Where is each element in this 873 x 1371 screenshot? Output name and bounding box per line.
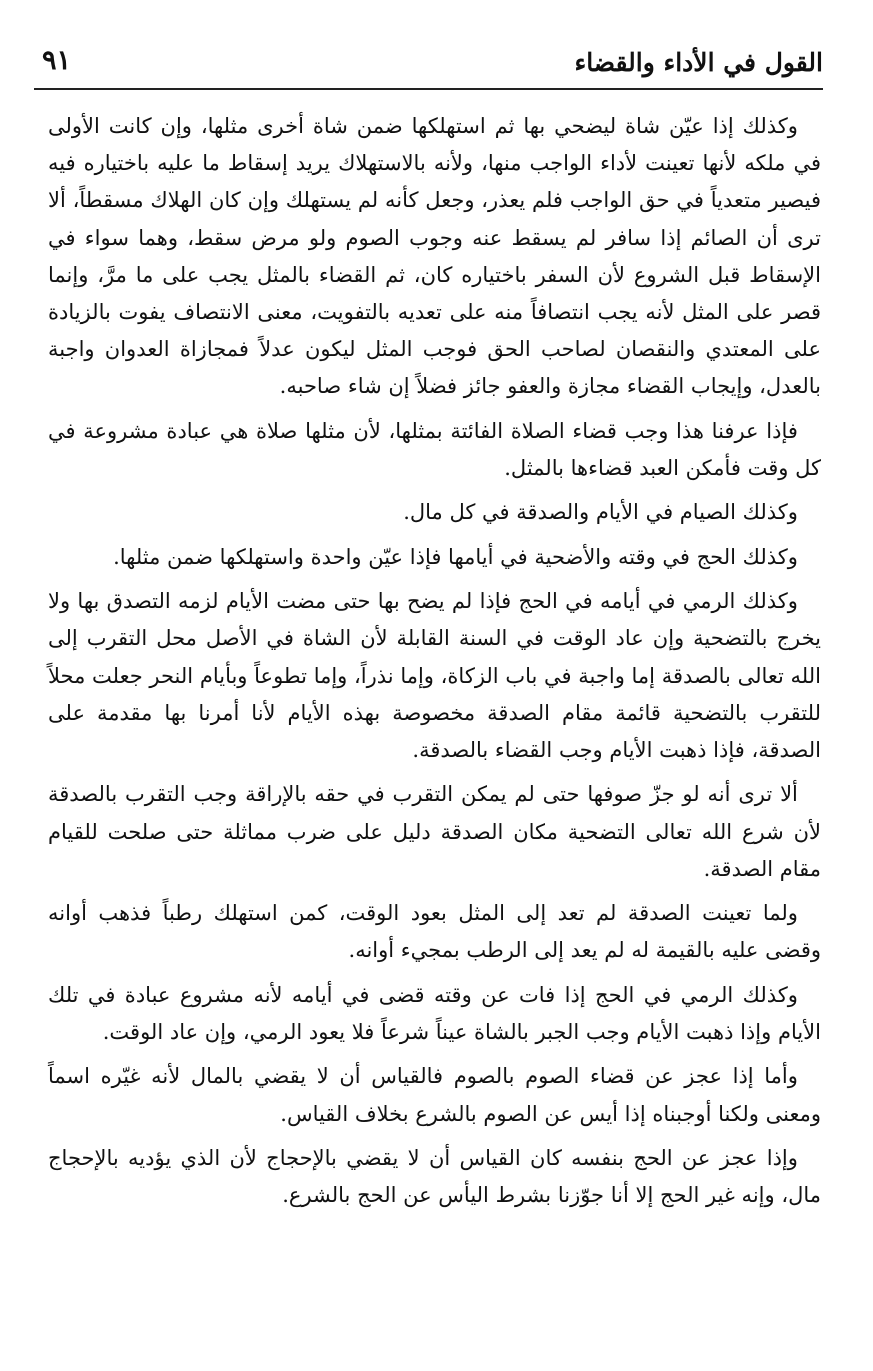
paragraph-6: ألا ترى أنه لو جزّ صوفها حتى لم يمكن التقرب في حقه بالإراقة وجب التقرب بالصدقة لأن شرع الله تعالى التضحية مكان الصدقة دليل على ضرب مماثلة حتى صلحت للقيام مقام الصدقة.	[48, 782, 821, 881]
running-title: القول في الأداء والقضاء	[574, 48, 823, 77]
page-header	[34, 42, 823, 90]
paragraph-9: وأما إذا عجز عن قضاء الصوم بالصوم فالقياس أن لا يقضي بالمال لأنه غيّره اسماً ومعنى ولكنا أوجبناه إذا أيس عن الصوم بالشرع بخلاف القياس.	[48, 1064, 821, 1126]
paragraph-3: وكذلك الصيام في الأيام والصدقة في كل مال.	[403, 500, 798, 525]
paragraph-5: وكذلك الرمي في أيامه في الحج فإذا لم يضح بها حتى مضت الأيام لزمه التصدق بها ولا يخرج بالتضحية وإن عاد الوقت في السنة القابلة لأن الشاة في الأصل محل التقرب إلى الله تعالى بالصدقة إما واجبة في باب الزكاة، وإما نذراً، وإما تطوعاً وبأيام النحر جعلت محلاً للتقرب بالتضحية قائمة مقام الصدقة مخصوصة بهذه الأيام لأنا أمرنا بها مقدمة على الصدقة، فإذا ذهبت الأيام وجب القضاء بالصدقة.	[48, 589, 821, 762]
paragraph-10: وإذا عجز عن الحج بنفسه كان القياس أن لا يقضي بالإحجاج لأن الذي يؤديه بالإحجاج مال، وإنه غير الحج إلا أنا جوّزنا بشرط اليأس عن الحج بالشرع.	[48, 1145, 821, 1208]
paragraph-2: فإذا عرفنا هذا وجب قضاء الصلاة الفائتة بمثلها، لأن مثلها صلاة هي عبادة مشروعة في كل وقت فأمكن العبد قضاءها بالمثل.	[48, 418, 821, 481]
page-number: ٩١	[42, 45, 72, 76]
page-body	[48, 108, 821, 1347]
paragraph-7: ولما تعينت الصدقة لم تعد إلى المثل بعود الوقت، كمن استهلك رطباً فذهب أوانه وقضى عليه بالقيمة له لم يعد إلى الرطب بمجيء أوانه.	[48, 901, 821, 963]
paragraph-1: وكذلك إذا عيّن شاة ليضحي بها ثم استهلكها ضمن شاة أخرى مثلها، وإن كانت الأولى في ملكه لأنها تعينت لأداء الواجب منها، ولأنه بالاستهلاك يريد إسقاط ما عليه باختياره فيه فيصير متعدياً في حق الواجب فلم يعذر، وجعل كأنه لم يستهلك وإن كان الهلاك مسقطاً، ألا ترى أن الصائم إذا سافر لم يسقط عنه وجوب الصوم ولو مرض سقط، وهما سواء في الإسقاط قبل الشروع لأن السفر باختياره كان، ثم القضاء بالمثل يجب على ما مرَّ، وإنما قصر على المثل لأنه يجب انتصافاً منه على تعديه بالتفويت، معنى الانتصاف يفوت بالزيادة على المعتدي والنقصان لصاحب الحق فوجب المثل ليكون عدلاً فمجازاة العدوان واجبة بالعدل، وإيجاب القضاء مجازة والعفو جائز فضلاً إن شاء صاحبه.	[48, 114, 821, 399]
paragraph-4: وكذلك الحج في وقته والأضحية في أيامها فإذا عيّن واحدة واستهلكها ضمن مثلها.	[113, 544, 798, 569]
paragraph-8: وكذلك الرمي في الحج إذا فات عن وقته قضى في أيامه لأنه مشروع عبادة في تلك الأيام وإذا ذهبت الأيام وجب الجبر بالشاة عيناً شرعاً فلا يعود الرمي، وإن عاد الوقت.	[48, 982, 821, 1044]
